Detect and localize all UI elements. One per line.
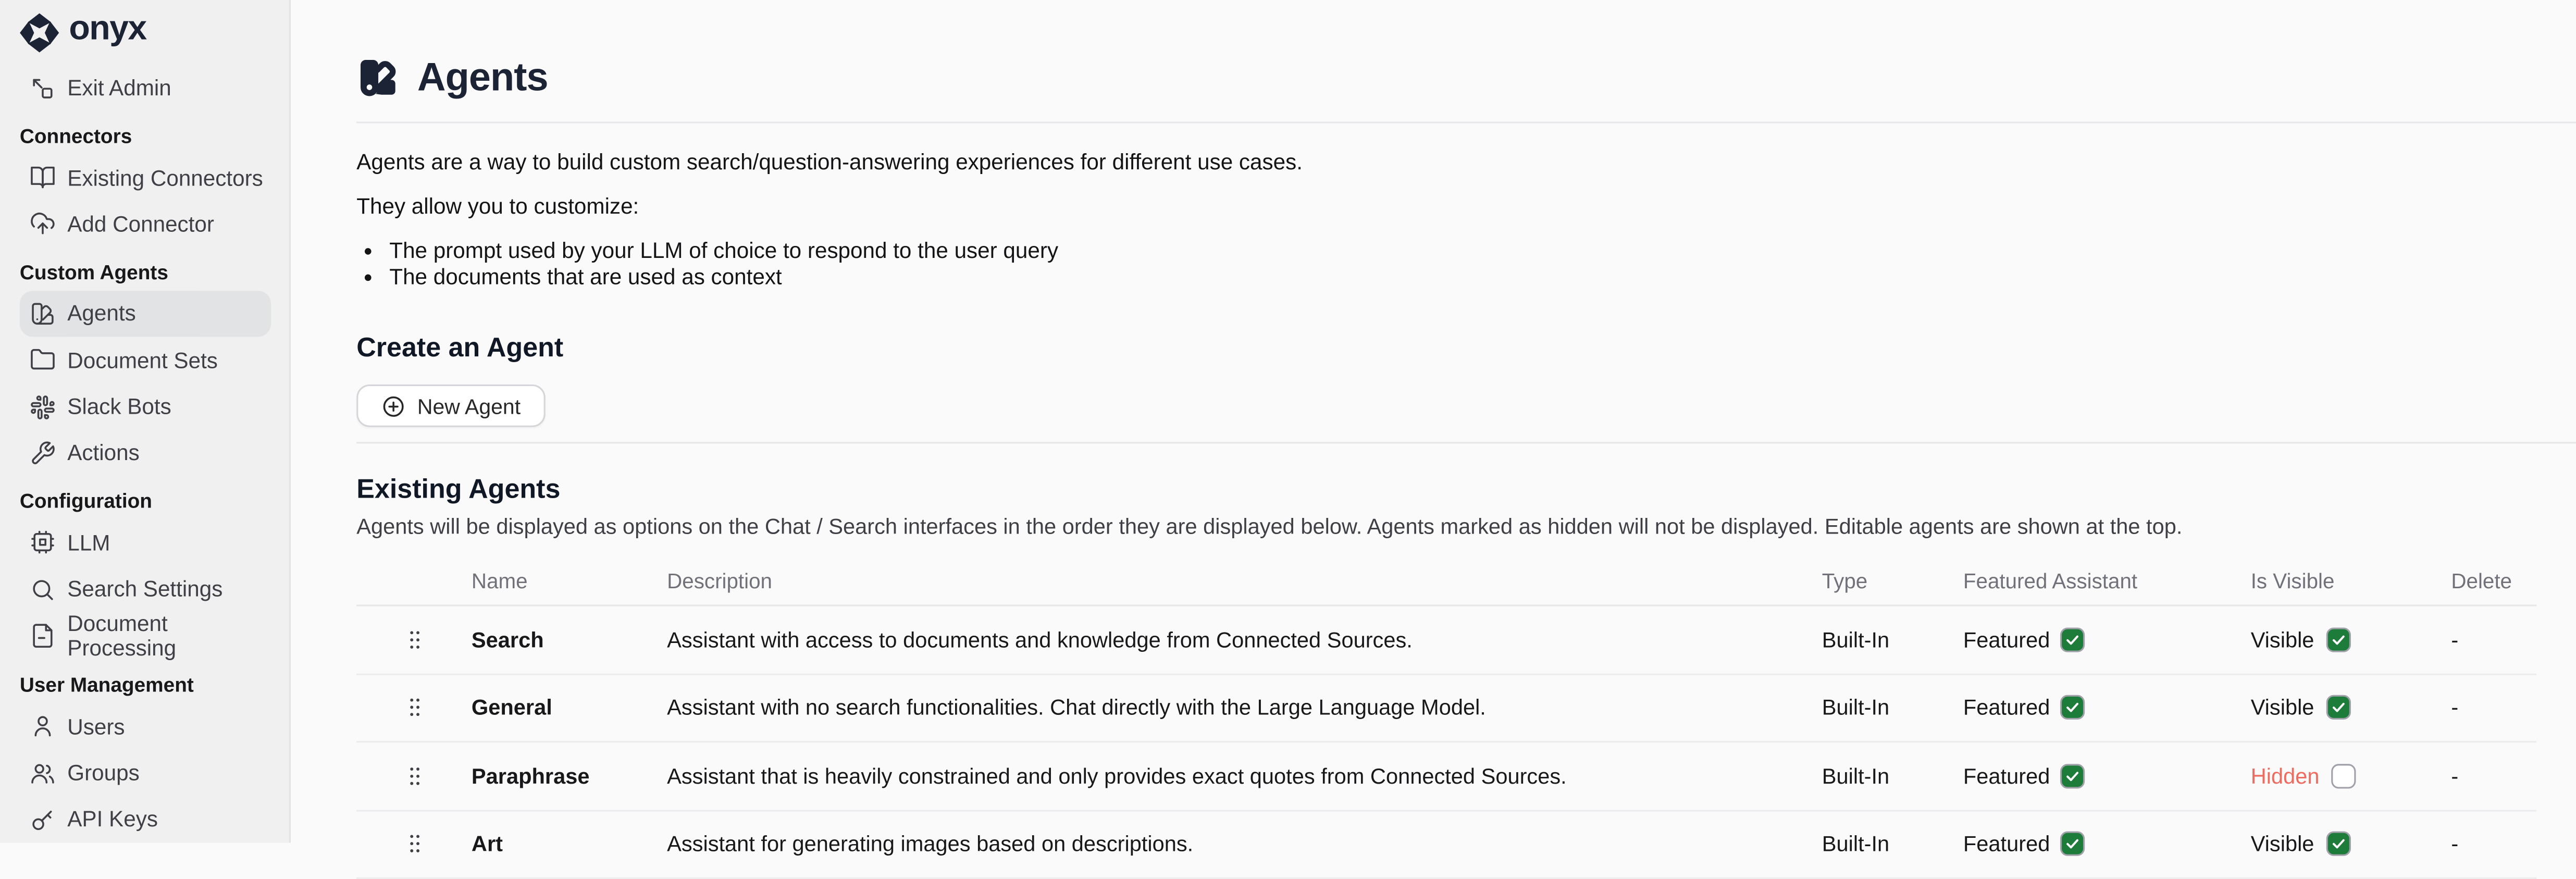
table-row (356, 606, 2536, 674)
visibility-checkbox[interactable] (2331, 763, 2356, 788)
check-icon (2063, 767, 2082, 785)
sidebar-item-search-settings[interactable] (20, 566, 271, 613)
agent-name[interactable]: Art (471, 832, 503, 857)
sidebar-item-label: Users (67, 714, 125, 739)
sidebar-item-users[interactable] (20, 703, 271, 750)
sidebar-item-actions[interactable] (20, 430, 271, 477)
featured-cell (1963, 832, 2251, 856)
agent-description: Assistant with no search functionalities. Chat directly with the Large Language Model. (667, 695, 1486, 720)
featured-label: Featured (1963, 627, 2050, 652)
agent-description: Assistant with access to documents and knowledge from Connected Sources. (667, 627, 1413, 652)
featured-cell (1963, 763, 2251, 788)
users-icon (30, 760, 56, 786)
section-header-user-management: User Management (19, 673, 194, 697)
grip-vertical-icon (402, 694, 427, 722)
featured-checkbox[interactable] (2060, 763, 2084, 788)
delete-cell: - (2451, 695, 2459, 720)
sidebar-item-llm[interactable] (20, 519, 271, 566)
column-header-featured-assistant: Featured Assistant (1963, 568, 2138, 593)
book-open-icon (30, 164, 56, 190)
sidebar-item-document-processing[interactable] (20, 613, 271, 660)
column-header-description: Description (667, 568, 772, 593)
swatch-book-icon (356, 56, 401, 100)
delete-cell: - (2451, 763, 2459, 788)
grip-vertical-icon (402, 830, 427, 858)
divider (356, 121, 2576, 123)
swatch-book-icon (30, 300, 56, 326)
check-icon (2329, 835, 2347, 853)
grip-vertical-icon (402, 762, 427, 790)
agents-table (356, 557, 2536, 879)
drag-handle[interactable] (356, 626, 472, 654)
onyx-logo-icon (18, 11, 61, 54)
exit-admin-label: Exit Admin (67, 76, 171, 101)
cloud-upload-icon (30, 211, 56, 237)
section-header-configuration: Configuration (19, 490, 153, 513)
visibility-label: Visible (2250, 695, 2314, 720)
agent-name[interactable]: Search (471, 627, 544, 652)
onyx-logo[interactable] (0, 0, 289, 55)
table-header-row (356, 557, 2536, 606)
divider (356, 442, 2576, 443)
table-row (356, 742, 2536, 811)
visibility-cell (2251, 696, 2451, 720)
sidebar-item-slack-bots[interactable] (20, 383, 271, 430)
intro-paragraph: They allow you to customize: (356, 194, 639, 219)
sidebar (0, 0, 291, 843)
sidebar-item-label: Groups (67, 760, 140, 786)
sidebar-item-label: Document Sets (67, 348, 218, 373)
intro-bullet: • The documents that are used as context (389, 264, 2576, 289)
visibility-checkbox[interactable] (2326, 832, 2350, 856)
featured-checkbox[interactable] (2060, 696, 2084, 720)
sidebar-item-groups[interactable] (20, 750, 271, 797)
user-icon (30, 713, 56, 739)
column-header-delete: Delete (2451, 568, 2512, 593)
featured-checkbox[interactable] (2060, 832, 2084, 856)
slack-icon (30, 393, 56, 419)
agent-type: Built-In (1822, 763, 1890, 788)
onyx-logo-text: onyx (69, 10, 146, 48)
featured-label: Featured (1963, 695, 2050, 720)
sidebar-item-label: LLM (67, 530, 110, 555)
sidebar-item-label: Slack Bots (67, 394, 171, 419)
column-header-type: Type (1822, 568, 1868, 593)
featured-label: Featured (1963, 763, 2050, 788)
check-icon (2063, 630, 2082, 649)
visibility-cell (2251, 627, 2451, 652)
sidebar-item-label: API Keys (67, 807, 158, 832)
folder-icon (30, 347, 56, 373)
delete-cell: - (2451, 832, 2459, 857)
delete-cell: - (2451, 627, 2459, 652)
agent-type: Built-In (1822, 627, 1890, 652)
section-header-custom-agents: Custom Agents (19, 261, 168, 284)
visibility-checkbox[interactable] (2326, 627, 2350, 652)
agent-type: Built-In (1822, 832, 1890, 857)
visibility-checkbox[interactable] (2326, 696, 2350, 720)
sidebar-item-label: Actions (67, 441, 140, 466)
table-row (356, 674, 2536, 742)
visibility-cell (2251, 763, 2451, 788)
sidebar-item-add-connector[interactable] (20, 201, 271, 247)
column-header-name: Name (471, 568, 528, 593)
sidebar-item-document-sets[interactable] (20, 337, 271, 383)
existing-agents-description: Agents will be displayed as options on the Chat / Search interfaces in the order they are displayed below. Agents marked as hidden will not be displayed. Editable agents are shown at the top. (356, 514, 2183, 539)
grip-vertical-icon (402, 626, 427, 654)
new-agent-button[interactable] (356, 385, 545, 427)
create-agent-heading: Create an Agent (356, 333, 564, 363)
featured-cell (1963, 627, 2251, 652)
search-icon (30, 576, 56, 602)
drag-handle[interactable] (356, 830, 472, 858)
sidebar-item-label: Add Connector (67, 212, 214, 237)
table-row (356, 811, 2536, 879)
visibility-cell (2251, 832, 2451, 856)
sidebar-item-agents[interactable] (20, 290, 271, 337)
exit-admin-button[interactable] (20, 65, 271, 112)
intro-bullets (356, 238, 2576, 289)
main-content (291, 0, 2576, 857)
agent-type: Built-In (1822, 695, 1890, 720)
agent-name[interactable]: Paraphrase (471, 763, 590, 788)
drag-handle[interactable] (356, 762, 472, 790)
page-title: Agents (417, 56, 548, 101)
check-icon (2329, 699, 2347, 717)
agent-description: Assistant that is heavily constrained and only provides exact quotes from Connected Sources. (667, 763, 1567, 788)
cpu-icon (30, 529, 56, 555)
file-text-icon (30, 623, 56, 649)
visibility-label: Visible (2250, 832, 2314, 857)
intro-text (356, 150, 2576, 289)
agent-description: Assistant for generating images based on descriptions. (667, 832, 1194, 857)
visibility-label: Hidden (2250, 763, 2320, 788)
check-icon (2063, 835, 2082, 853)
page-title-row (356, 56, 2576, 100)
sidebar-item-label: Existing Connectors (67, 165, 263, 190)
section-header-connectors: Connectors (19, 125, 132, 148)
featured-label: Featured (1963, 832, 2050, 857)
agent-name[interactable]: General (471, 695, 552, 720)
column-header-is-visible: Is Visible (2250, 568, 2335, 593)
sidebar-item-label: Search Settings (67, 577, 223, 602)
visibility-label: Visible (2250, 627, 2314, 652)
sidebar-item-label: Agents (67, 301, 136, 326)
check-icon (2329, 630, 2347, 649)
sidebar-item-api-keys[interactable] (20, 796, 271, 843)
existing-agents-heading: Existing Agents (356, 475, 561, 504)
new-agent-button-label: New Agent (417, 393, 521, 418)
sidebar-item-label: Document Processing (67, 612, 177, 661)
plus-circle-icon (381, 393, 406, 418)
intro-bullet: • The prompt used by your LLM of choice to respond to the user query (389, 238, 2576, 264)
intro-paragraph: Agents are a way to build custom search/question-answering experiences for different use cases. (356, 149, 1303, 175)
drag-handle[interactable] (356, 694, 472, 722)
wrench-icon (30, 440, 56, 466)
sidebar-item-existing-connectors[interactable] (20, 154, 271, 201)
featured-checkbox[interactable] (2060, 627, 2084, 652)
check-icon (2063, 699, 2082, 717)
key-icon (30, 807, 56, 833)
exit-admin-icon (30, 75, 56, 101)
featured-cell (1963, 696, 2251, 720)
